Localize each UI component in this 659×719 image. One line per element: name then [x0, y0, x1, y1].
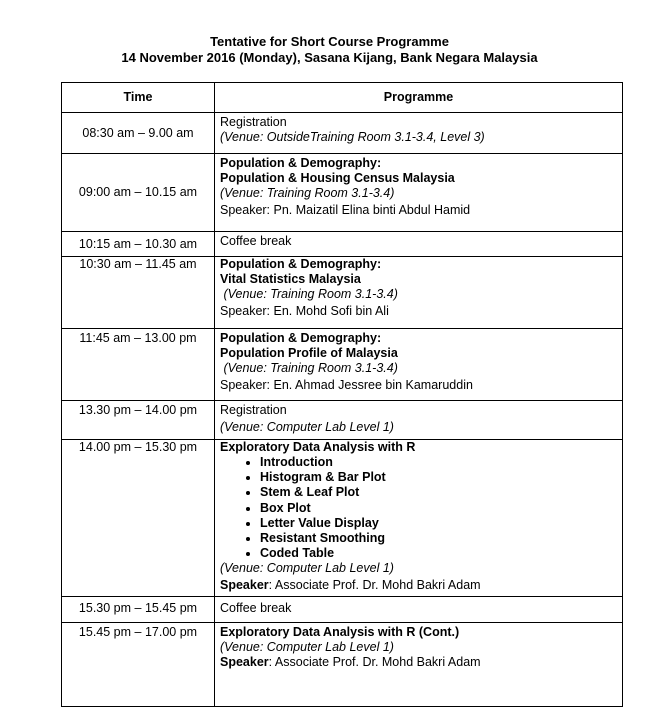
speaker-name: : Associate Prof. Dr. Mohd Bakri Adam	[268, 655, 481, 669]
item-title: Registration	[220, 403, 287, 417]
programme-cell	[215, 623, 623, 707]
venue-text: (Venue: Computer Lab Level 1)	[220, 420, 394, 434]
time-cell: 10:30 am – 11.45 am	[62, 257, 215, 329]
table-row	[62, 597, 623, 623]
list-item: • Introduction	[260, 455, 622, 470]
table-row	[62, 440, 623, 597]
list-item: • Coded Table	[260, 546, 622, 561]
programme-cell	[215, 329, 623, 401]
programme-cell	[215, 257, 623, 329]
venue-text: (Venue: Computer Lab Level 1)	[220, 561, 394, 576]
speaker-label: Speaker	[220, 578, 269, 593]
item-title: Coffee break	[220, 234, 292, 248]
topic-title: Population & Demography:	[220, 257, 382, 271]
venue-text: (Venue: Training Room 3.1-3.4)	[220, 186, 395, 200]
time-cell: 11:45 am – 13.00 pm	[62, 329, 215, 401]
time-cell: 15.30 pm – 15.45 pm	[62, 597, 215, 623]
speaker-text: Speaker: En. Mohd Sofi bin Ali	[220, 304, 389, 318]
speaker-label: Speaker	[220, 655, 269, 669]
topic-title: Population & Demography:	[220, 331, 382, 345]
time-cell: 08:30 am – 9.00 am	[62, 113, 215, 154]
speaker-text	[220, 655, 622, 670]
subtopic-title: Population & Housing Census Malaysia	[220, 171, 455, 185]
list-item: • Box Plot	[260, 501, 622, 516]
list-item: • Histogram & Bar Plot	[260, 470, 622, 485]
speaker-text	[220, 578, 622, 593]
topic-title: Exploratory Data Analysis with R	[220, 440, 416, 454]
time-cell: 09:00 am – 10.15 am	[62, 154, 215, 232]
header-programme: Programme	[215, 83, 623, 113]
item-title: Coffee break	[220, 601, 292, 615]
time-cell: 14.00 pm – 15.30 pm	[62, 440, 215, 597]
table-row	[62, 113, 623, 154]
venue-text: (Venue: Training Room 3.1-3.4)	[220, 287, 398, 301]
table-row	[62, 257, 623, 329]
speaker-text: Speaker: Pn. Maizatil Elina binti Abdul Hamid	[220, 203, 471, 217]
subtopic-title: Vital Statistics Malaysia	[220, 272, 361, 286]
topic-title: Exploratory Data Analysis with R (Cont.)	[220, 625, 460, 639]
document-title: Tentative for Short Course Programme	[210, 34, 449, 49]
programme-cell	[215, 401, 623, 440]
header-time: Time	[62, 83, 215, 113]
list-item: • Letter Value Display	[260, 516, 622, 531]
table-row	[62, 401, 623, 440]
venue-text: (Venue: OutsideTraining Room 3.1-3.4, Level 3)	[220, 130, 485, 144]
programme-cell	[215, 154, 623, 232]
topic-title: Population & Demography:	[220, 156, 382, 170]
venue-text: (Venue: Training Room 3.1-3.4)	[220, 361, 398, 375]
table-row	[62, 623, 623, 707]
table-row	[62, 154, 623, 232]
programme-cell	[215, 232, 623, 257]
list-item: • Stem & Leaf Plot	[260, 485, 622, 500]
programme-cell	[215, 597, 623, 623]
item-title: Registration	[220, 115, 287, 129]
time-cell: 15.45 pm – 17.00 pm	[62, 623, 215, 707]
programme-cell	[215, 440, 623, 597]
speaker-name: : Associate Prof. Dr. Mohd Bakri Adam	[268, 578, 481, 593]
list-item: • Resistant Smoothing	[260, 531, 622, 546]
subtopic-title: Population Profile of Malaysia	[220, 346, 398, 360]
speaker-text: Speaker: En. Ahmad Jessree bin Kamaruddin	[220, 378, 473, 392]
table-header-row	[62, 83, 623, 113]
time-cell: 10:15 am – 10.30 am	[62, 232, 215, 257]
topic-list	[220, 455, 622, 561]
programme-cell	[215, 113, 623, 154]
table-row	[62, 232, 623, 257]
time-cell: 13.30 pm – 14.00 pm	[62, 401, 215, 440]
document-subtitle: 14 November 2016 (Monday), Sasana Kijang, Bank Negara Malaysia	[121, 50, 538, 65]
venue-text: (Venue: Computer Lab Level 1)	[220, 640, 394, 654]
table-row	[62, 329, 623, 401]
schedule-table	[61, 82, 623, 707]
